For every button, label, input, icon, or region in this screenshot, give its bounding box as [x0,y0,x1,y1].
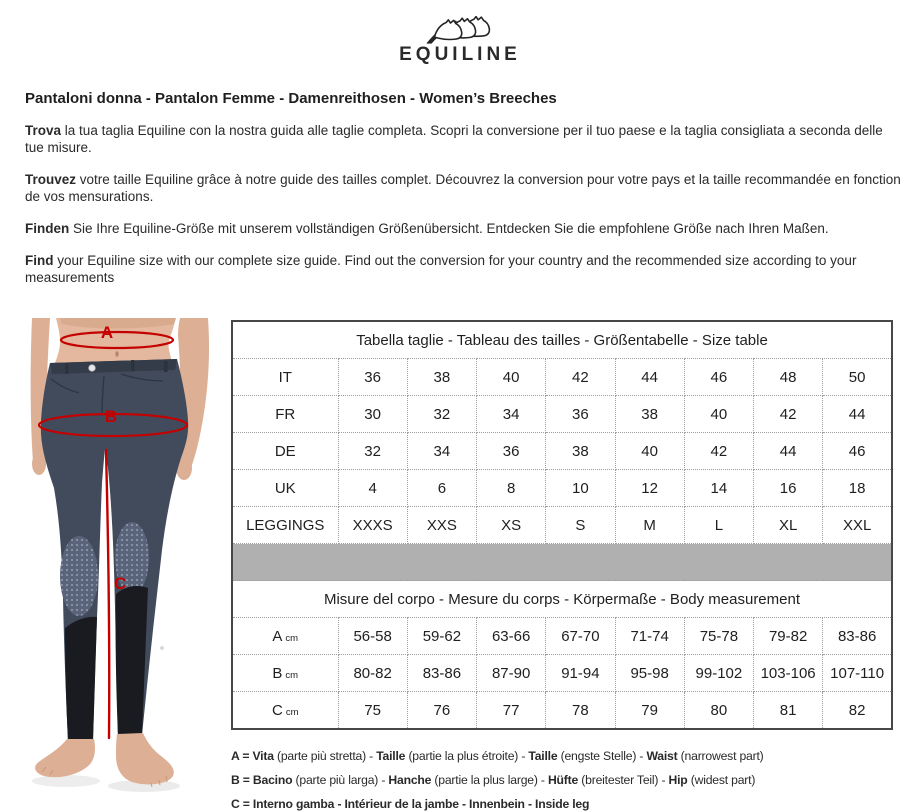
size-cell: 83-86 [407,655,476,692]
size-cell: 40 [615,433,684,470]
belt-loop [131,360,135,371]
model-torso [54,318,176,365]
table-row-a [232,618,892,655]
size-cell: 42 [754,396,823,433]
separator-band [232,544,892,581]
size-cell: 50 [823,359,892,396]
size-cell: 36 [477,433,546,470]
table-row-c [232,692,892,730]
row-label-c: C cm [232,692,338,730]
size-cell: 87-90 [477,655,546,692]
calf-snap [160,646,164,650]
size-cell: 78 [546,692,615,730]
measure-label-a: A [100,323,114,342]
brand-wordmark: EQUILINE [399,44,521,65]
table-row-leggings [232,507,892,544]
size-cell: 80 [684,692,753,730]
size-cell: 80-82 [338,655,407,692]
size-cell: 30 [338,396,407,433]
size-cell: 8 [477,470,546,507]
page-title: Pantaloni donna - Pantalon Femme - Damenreithosen - Women’s Breeches [25,90,557,107]
size-cell: 12 [615,470,684,507]
row-label: FR [232,396,338,433]
size-cell: XS [477,507,546,544]
size-cell: 16 [754,470,823,507]
size-cell: 99-102 [684,655,753,692]
table-row-it [232,359,892,396]
size-table [231,320,893,730]
size-cell: 59-62 [407,618,476,655]
size-cell: M [615,507,684,544]
table-title: Tabella taglie - Tableau des tailles - Größentabelle - Size table [232,321,892,359]
row-label-b: B cm [232,655,338,692]
size-cell: 40 [684,396,753,433]
floor-shadow [32,775,100,787]
intro-copy [25,90,901,301]
row-label: UK [232,470,338,507]
measure-label-b: B [104,407,118,426]
size-cell: 36 [338,359,407,396]
row-label-a: A cm [232,618,338,655]
size-cell: 32 [407,396,476,433]
size-cell: 103-106 [754,655,823,692]
row-label: IT [232,359,338,396]
table-row-fr [232,396,892,433]
size-cell: 82 [823,692,892,730]
size-cell: 75-78 [684,618,753,655]
table-row-uk [232,470,892,507]
size-cell: 4 [338,470,407,507]
size-cell: 81 [754,692,823,730]
size-cell: 36 [546,396,615,433]
equiline-horses-icon [426,16,492,46]
legend-line-b: B = Bacino (parte più larga) - Hanche (partie la plus large) - Hüfte (breitester Teil) - Hip (widest part) [231,773,756,787]
table-title-row [232,321,892,359]
size-cell: 38 [407,359,476,396]
size-cell: 34 [407,433,476,470]
row-label: LEGGINGS [232,507,338,544]
size-cell: 46 [823,433,892,470]
measurement-header-row [232,581,892,618]
belt-loop [65,363,69,374]
lower-leg-left [65,617,97,741]
size-cell: 40 [477,359,546,396]
size-cell: XXS [407,507,476,544]
size-cell: 67-70 [546,618,615,655]
measurement-header: Misure del corpo - Mesure du corps - Körpermaße - Body measurement [232,581,892,618]
model-measurement-figure [20,318,228,810]
size-cell: 42 [684,433,753,470]
size-cell: 42 [546,359,615,396]
size-cell: 79 [615,692,684,730]
size-cell: L [684,507,753,544]
size-cell: 38 [615,396,684,433]
table-row-b [232,655,892,692]
size-cell: 32 [338,433,407,470]
measurement-legend [231,744,894,811]
size-cell: 44 [615,359,684,396]
size-cell: 71-74 [615,618,684,655]
size-cell: 76 [407,692,476,730]
row-label: DE [232,433,338,470]
intro-paragraph-de: Finden Sie Ihre Equiline-Größe mit unserem vollständigen Größenübersicht. Entdecken Sie die empfohlene Größe nach Ihren Maßen. [25,221,829,236]
size-cell: 6 [407,470,476,507]
size-cell: XL [754,507,823,544]
separator-band-row [232,544,892,581]
size-cell: 83-86 [823,618,892,655]
legend-line-a: A = Vita (parte più stretta) - Taille (partie la plus étroite) - Taille (engste Stelle) - Waist (narrowest part) [231,749,764,763]
measure-label-c: C [113,574,127,593]
main-content [20,318,894,811]
size-cell: 38 [546,433,615,470]
table-row-de [232,433,892,470]
size-cell: 107-110 [823,655,892,692]
waist-button [89,365,96,372]
size-cell: 34 [477,396,546,433]
size-cell: 75 [338,692,407,730]
size-cell: 14 [684,470,753,507]
size-cell: 44 [823,396,892,433]
size-cell: 46 [684,359,753,396]
inside-leg-measure-line [106,450,109,738]
size-cell: 95-98 [615,655,684,692]
size-cell: 91-94 [546,655,615,692]
size-cell: 10 [546,470,615,507]
intro-paragraph-fr: Trouvez votre taille Equiline grâce à notre guide des tailles complet. Découvrez la conversion pour votre pays et la taille recommandée en fonction de vos mensurations. [25,172,901,204]
size-cell: 18 [823,470,892,507]
intro-paragraph-en: Find your Equiline size with our complete size guide. Find out the conversion for your country and the recommended size according to your measurements [25,253,857,285]
table-column [231,318,894,811]
size-cell: XXL [823,507,892,544]
navel [115,351,118,357]
size-cell: 77 [477,692,546,730]
size-cell: 48 [754,359,823,396]
size-cell: XXXS [338,507,407,544]
belt-loop [164,361,168,372]
intro-paragraph-it: Trova la tua taglia Equiline con la nostra guida alle taglie completa. Scopri la conversione per il tuo paese e la taglia consigliata a seconda delle tue misure. [25,123,883,155]
size-cell: 79-82 [754,618,823,655]
size-cell: 44 [754,433,823,470]
size-cell: 56-58 [338,618,407,655]
legend-line-c: C = Interno gamba - Intérieur de la jambe - Innenbein - Inside leg [231,797,590,811]
size-cell: S [546,507,615,544]
size-cell: 63-66 [477,618,546,655]
